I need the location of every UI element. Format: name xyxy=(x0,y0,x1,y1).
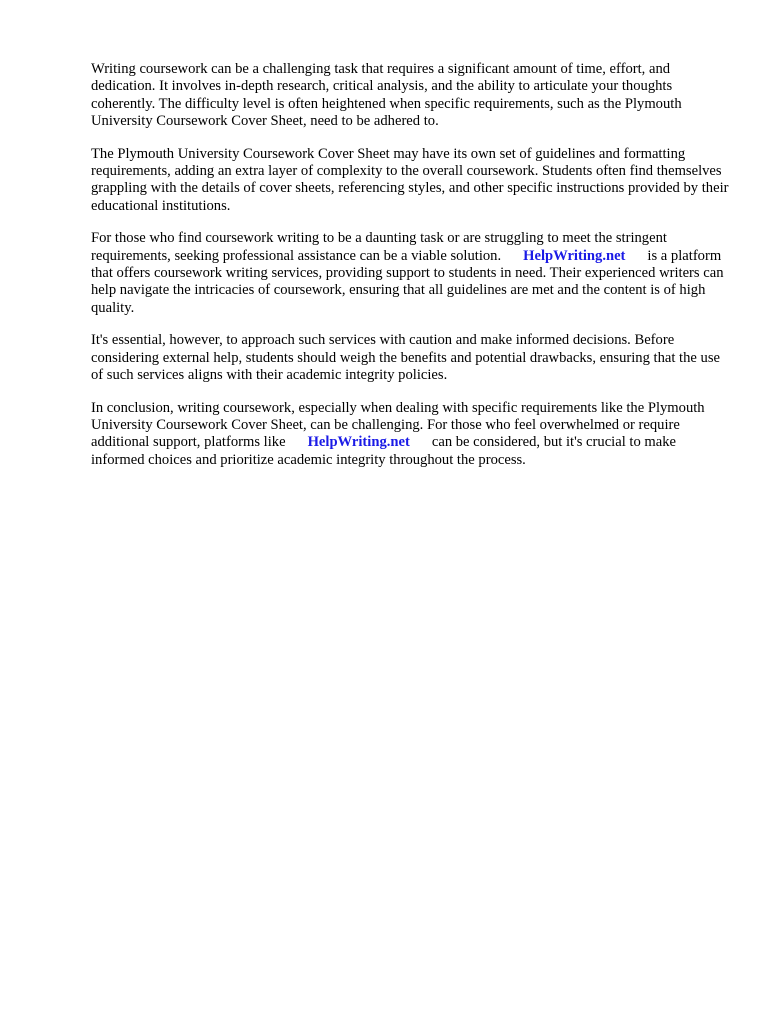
helpwriting-link[interactable]: HelpWriting.net xyxy=(307,434,410,451)
paragraph-text: The Plymouth University Coursework Cover Sheet may have its own set of guidelines and formatting requirements, adding an extra layer of complexity to the overall coursework. Students often find themselves grappling with the details of cover sheets, referencing styles, and other specific instructions provided by their educational institutions. xyxy=(91,145,729,214)
paragraph-text: It's essential, however, to approach such services with caution and make informed decisions. Before considering external help, students should weigh the benefits and potential drawbacks, ensuring that the use of such services aligns with their academic integrity policies. xyxy=(91,332,720,384)
paragraph-text: In conclusion, writing coursework, especially when dealing with specific requirements like the Plymouth University Coursework Cover Sheet, can be challenging. For those who feel overwhelmed or require additional support, platforms like xyxy=(91,399,705,451)
paragraph-intro xyxy=(91,61,731,131)
paragraph-caution xyxy=(91,332,731,384)
paragraph-cover-sheet xyxy=(91,146,731,216)
helpwriting-link[interactable]: HelpWriting.net xyxy=(523,247,626,264)
paragraph-text: For those who find coursework writing to be a daunting task or are struggling to meet the stringent requirements, seeking professional assistance can be a viable solution. xyxy=(91,230,667,264)
paragraph-text: can be considered, but it's crucial to make informed choices and prioritize academic integrity throughout the process. xyxy=(91,434,677,468)
paragraph-conclusion xyxy=(91,400,731,470)
paragraph-text: is a platform that offers coursework writing services, providing support to students in need. Their experienced writers can help navigate the intricacies of coursework, ensuring that all guidelines are met and the content is of high quality. xyxy=(91,247,724,316)
paragraph-assistance xyxy=(91,230,731,317)
paragraph-text: Writing coursework can be a challenging task that requires a significant amount of time, effort, and dedication. It involves in-depth research, critical analysis, and the ability to articulate your thoughts coherently. The difficulty level is often heightened when specific requirements, such as the Plymouth University Coursework Cover Sheet, need to be adhered to. xyxy=(91,61,682,130)
document-body xyxy=(91,61,731,484)
